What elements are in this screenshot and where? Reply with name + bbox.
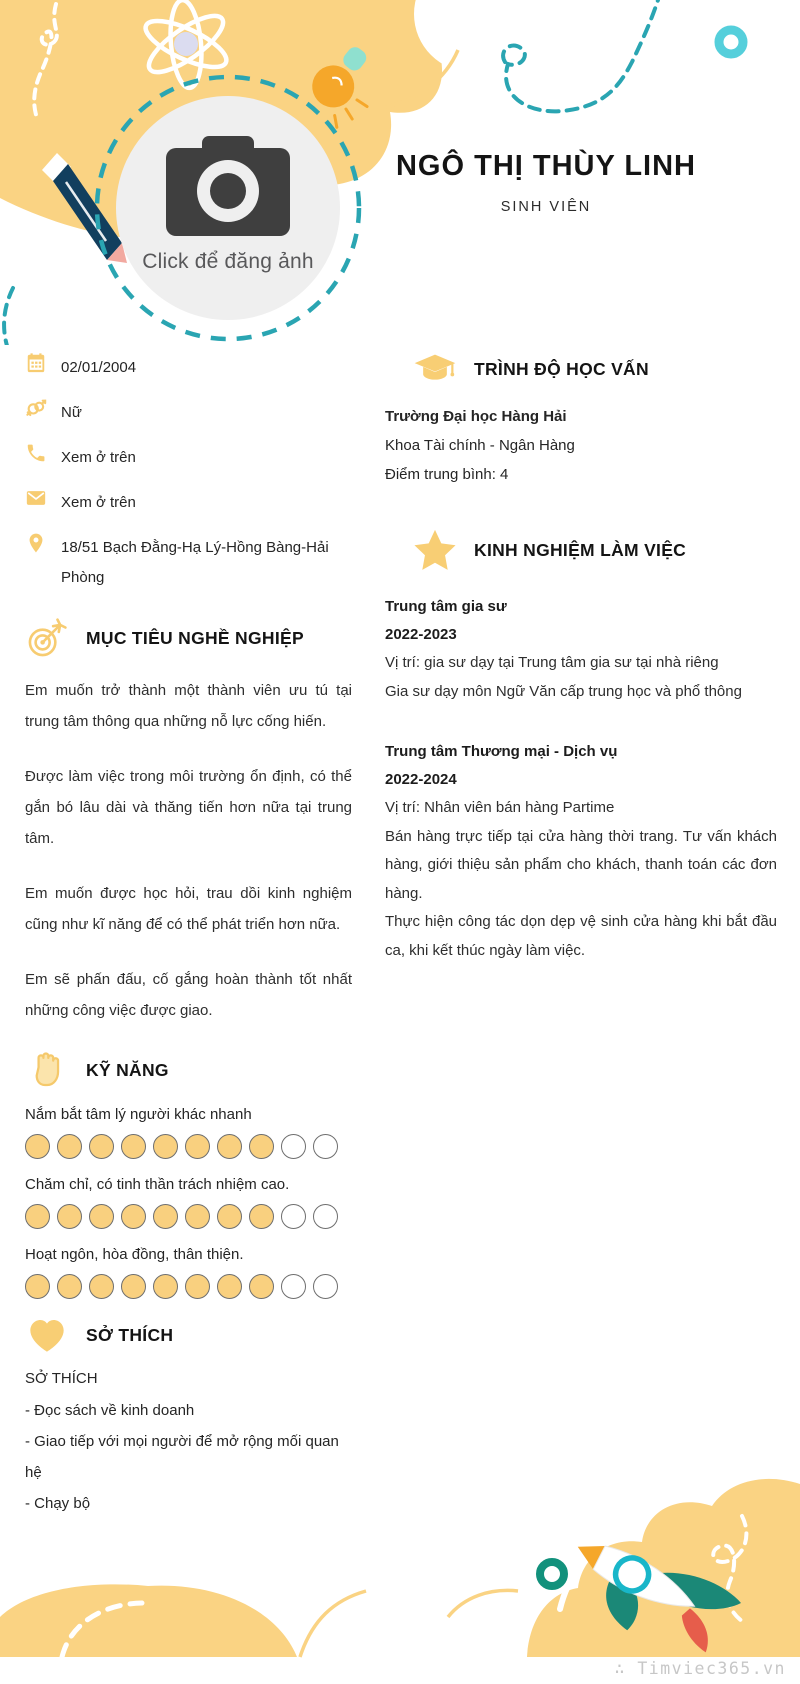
site-watermark: ∴ Timviec365.vn — [614, 1659, 786, 1678]
section-education-head — [385, 352, 777, 386]
skill-item — [25, 1246, 352, 1299]
education-gpa: Điểm trung bình: 4 — [385, 466, 509, 483]
section-title: SỞ THÍCH — [86, 1324, 174, 1345]
skill-dot — [313, 1134, 338, 1159]
skill-dot — [121, 1274, 146, 1299]
section-objective-head — [25, 617, 352, 659]
skill-level-dots — [25, 1274, 352, 1299]
heart-icon — [25, 1316, 69, 1354]
skill-dot — [281, 1134, 306, 1159]
interest-item: - Đọc sách về kinh doanh — [25, 1402, 195, 1419]
header-name-block — [378, 150, 714, 215]
contact-value: Nữ — [61, 404, 82, 421]
experience-line: Thực hiện công tác dọn dẹp vệ sinh cửa hàng khi bắt đầu ca, khi kết thúc ngày làm việc. — [385, 913, 777, 959]
contact-row-gender — [25, 397, 352, 428]
objective-paragraph: Em muốn được học hỏi, trau dồi kinh nghiệm cũng như kĩ năng để có thể phát triển hơn nữa. — [25, 885, 352, 933]
skill-dot — [249, 1134, 274, 1159]
section-title: TRÌNH ĐỘ HỌC VẤN — [474, 358, 649, 379]
experience-line: Vị trí: Nhân viên bán hàng Partime — [385, 799, 615, 816]
mail-icon — [25, 487, 47, 509]
graduation-cap-icon — [413, 352, 457, 386]
skill-dot — [185, 1274, 210, 1299]
education-school: Trường Đại học Hàng Hải — [385, 408, 567, 425]
experience-line: Gia sư dạy môn Ngữ Văn cấp trung học và phổ thông — [385, 682, 742, 700]
skill-dot — [217, 1204, 242, 1229]
gender-icon — [25, 397, 47, 419]
skill-dot — [249, 1204, 274, 1229]
interest-item: - Chạy bộ — [25, 1495, 91, 1512]
star-icon — [413, 529, 457, 571]
skill-dot — [57, 1134, 82, 1159]
contact-value: 18/51 Bạch Đằng-Hạ Lý-Hồng Bàng-Hải Phòng — [61, 539, 329, 586]
skill-dot — [89, 1134, 114, 1159]
target-icon — [25, 617, 69, 659]
right-column — [385, 352, 777, 965]
section-title: KINH NGHIỆM LÀM VIỆC — [474, 539, 687, 560]
skill-label: Chăm chỉ, có tinh thần trách nhiệm cao. — [25, 1176, 290, 1193]
skill-level-dots — [25, 1204, 352, 1229]
teal-donut-icon — [540, 1562, 564, 1586]
skill-dot — [153, 1204, 178, 1229]
contact-value: Xem ở trên — [61, 449, 136, 466]
experience-period: 2022-2023 — [385, 626, 457, 643]
yellow-arc — [448, 1590, 518, 1617]
section-title: MỤC TIÊU NGHỀ NGHIỆP — [86, 627, 304, 648]
skill-dot — [89, 1274, 114, 1299]
skill-dot — [153, 1134, 178, 1159]
skill-dot — [217, 1274, 242, 1299]
skill-dot — [249, 1274, 274, 1299]
section-experience-head — [385, 529, 777, 571]
contact-row-address — [25, 532, 352, 593]
skill-dot — [185, 1204, 210, 1229]
skill-dot — [281, 1204, 306, 1229]
experience-line: Vị trí: gia sư dạy tại Trung tâm gia sư tại nhà riêng — [385, 654, 719, 671]
hand-icon — [25, 1050, 69, 1090]
contact-value: 02/01/2004 — [61, 359, 137, 376]
experience-line: Bán hàng trực tiếp tại cửa hàng thời trang. Tư vấn khách hàng, giới thiệu sản phẩm cho khách, thanh toán các đơn hàng. — [385, 827, 777, 902]
education-entry — [385, 402, 777, 489]
education-faculty: Khoa Tài chính - Ngân Hàng — [385, 437, 575, 454]
experience-company: Trung tâm Thương mại - Dịch vụ — [385, 743, 618, 760]
candidate-name: NGÔ THỊ THÙY LINH — [395, 150, 697, 182]
contact-list — [25, 352, 352, 593]
skill-dot — [281, 1274, 306, 1299]
skill-dot — [25, 1134, 50, 1159]
objective-paragraph: Em muốn trở thành một thành viên ưu tú tại trung tâm thông qua những nỗ lực cống hiến. — [25, 682, 352, 730]
objective-paragraph: Được làm việc trong môi trường ổn định, có thể gắn bó lâu dài và thăng tiến hơn nữa tại trung tâm. — [25, 768, 352, 847]
teal-donut-icon — [719, 30, 743, 54]
skill-dot — [313, 1274, 338, 1299]
teal-dashed-arc-left — [4, 288, 13, 345]
skill-dot — [217, 1134, 242, 1159]
photo-upload-caption: Click để đăng ảnh — [142, 250, 314, 273]
experience-period: 2022-2024 — [385, 771, 457, 788]
location-icon — [25, 532, 47, 554]
contact-row-phone — [25, 442, 352, 473]
contact-value: Xem ở trên — [61, 494, 136, 511]
skill-label: Nắm bắt tâm lý người khác nhanh — [25, 1106, 252, 1123]
skill-dot — [25, 1204, 50, 1229]
yellow-dome-bottom-left — [0, 1584, 297, 1657]
interest-item: - Giao tiếp với mọi người để mở rộng mối quan hệ — [25, 1433, 339, 1481]
skill-dot — [121, 1134, 146, 1159]
experience-entry — [385, 593, 777, 706]
candidate-title: SINH VIÊN — [500, 199, 592, 215]
section-title: KỸ NĂNG — [86, 1059, 169, 1080]
skill-dot — [25, 1274, 50, 1299]
photo-upload-button[interactable] — [98, 78, 358, 338]
skill-level-dots — [25, 1134, 352, 1159]
skill-dot — [57, 1204, 82, 1229]
skill-label: Hoạt ngôn, hòa đồng, thân thiện. — [25, 1246, 244, 1263]
section-interests-head — [25, 1316, 352, 1354]
contact-row-email — [25, 487, 352, 518]
calendar-icon — [25, 352, 47, 374]
skill-item — [25, 1176, 352, 1229]
section-skills-head — [25, 1050, 352, 1090]
skill-dot — [121, 1204, 146, 1229]
objective-paragraph: Em sẽ phấn đấu, cố gắng hoàn thành tốt nhất những công việc được giao. — [25, 971, 352, 1019]
yellow-arc — [300, 1591, 366, 1657]
contact-row-birthday — [25, 352, 352, 383]
phone-icon — [25, 442, 47, 464]
experience-entry — [385, 738, 777, 965]
skill-dot — [185, 1134, 210, 1159]
skill-dot — [57, 1274, 82, 1299]
skill-dot — [153, 1274, 178, 1299]
left-column — [25, 352, 352, 1519]
skill-dot — [313, 1204, 338, 1229]
skill-item — [25, 1106, 352, 1159]
experience-company: Trung tâm gia sư — [385, 598, 507, 615]
skill-dot — [89, 1204, 114, 1229]
interests-subheading: SỞ THÍCH — [25, 1370, 98, 1387]
